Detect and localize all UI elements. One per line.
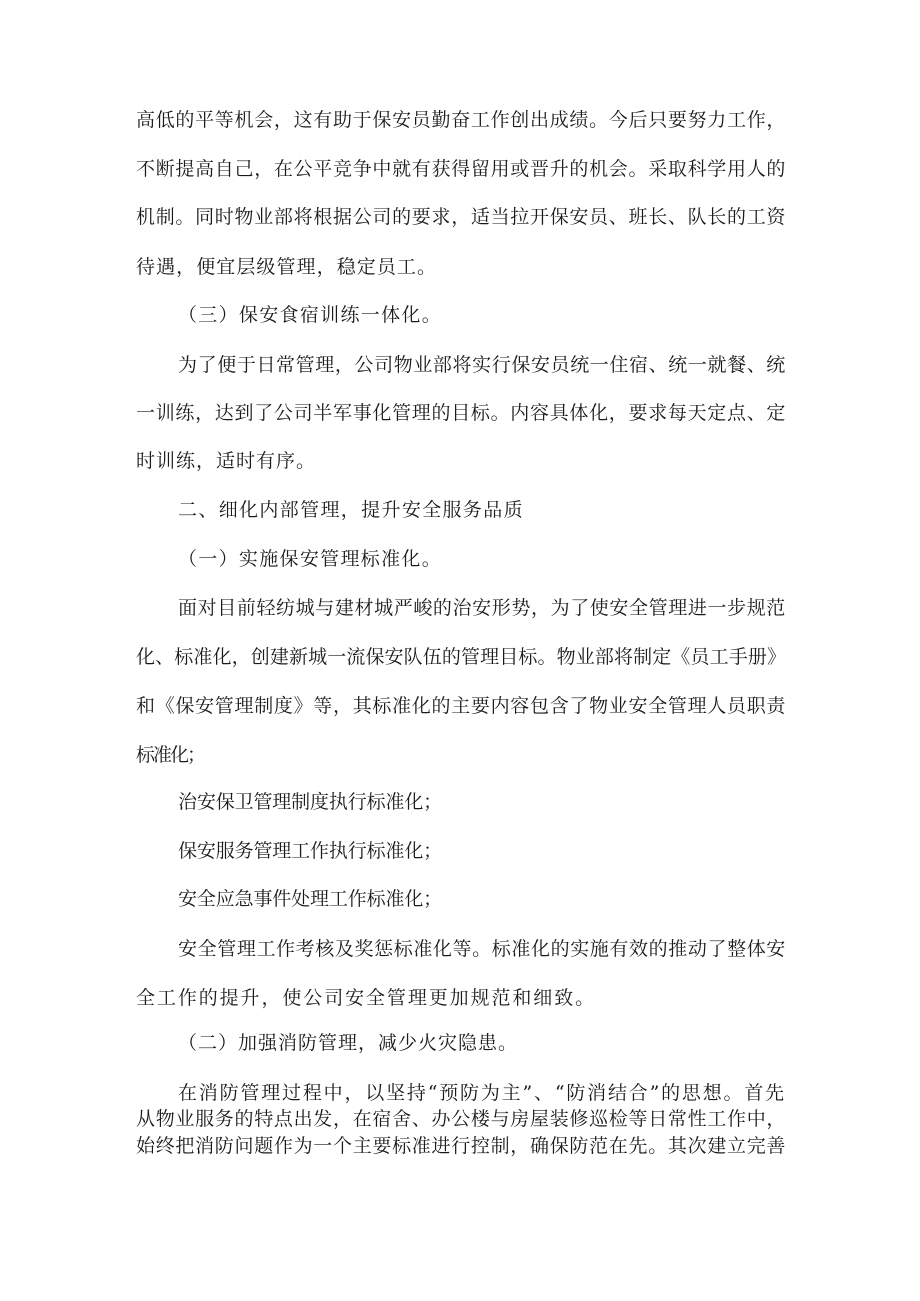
paragraph-line: 标准化； <box>136 744 205 766</box>
list-item: 治安保卫管理制度执行标准化； <box>178 791 443 813</box>
paragraph-line: 和《保安管理制度》等，其标准化的主要内容包含了物业安全管理人员职责 <box>136 695 787 717</box>
section-heading: 二、细化内部管理，提升安全服务品质 <box>178 499 524 521</box>
paragraph-line: 在消防管理过程中，以坚持“预防为主”、“防消结合”的思想。首先 <box>178 1082 786 1104</box>
paragraph-line: 面对目前轻纺城与建材城严峻的治安形势，为了使安全管理进一步规范 <box>178 597 786 619</box>
paragraph-line: 一训练，达到了公司半军事化管理的目标。内容具体化，要求每天定点、定 <box>136 402 787 424</box>
paragraph-line: 机制。同时物业部将根据公司的要求，适当拉开保安员、班长、队长的工资 <box>136 206 787 228</box>
paragraph-line: 为了便于日常管理，公司物业部将实行保安员统一住宿、统一就餐、统 <box>178 354 786 376</box>
paragraph-line: 待遇，便宜层级管理，稳定员工。 <box>136 256 438 278</box>
paragraph-line: 全工作的提升，使公司安全管理更加规范和细致。 <box>136 987 597 1009</box>
section-subheading: （一）实施保安管理标准化。 <box>178 548 443 570</box>
paragraph-line: 安全管理工作考核及奖惩标准化等。标准化的实施有效的推动了整体安 <box>178 938 786 960</box>
paragraph-line: 高低的平等机会，这有助于保安员勤奋工作创出成绩。今后只要努力工作， <box>136 109 787 131</box>
paragraph-line: 始终把消防问题作为一个主要标准进行控制，确保防范在先。其次建立完善 <box>136 1135 787 1157</box>
paragraph-line: 从物业服务的特点出发，在宿舍、办公楼与房屋装修巡检等日常性工作中， <box>136 1108 787 1130</box>
section-subheading: （二）加强消防管理，减少火灾隐患。 <box>178 1032 519 1054</box>
paragraph-line: 时训练，适时有序。 <box>136 450 317 472</box>
list-item: 安全应急事件处理工作标准化； <box>178 888 443 910</box>
paragraph-line: 不断提高自己，在公平竞争中就有获得留用或晋升的机会。采取科学用人的 <box>136 158 787 180</box>
list-item: 保安服务管理工作执行标准化； <box>178 840 443 862</box>
section-subheading: （三）保安食宿训练一体化。 <box>178 304 443 326</box>
paragraph-line: 化、标准化，创建新城一流保安队伍的管理目标。物业部将制定《员工手册》 <box>136 646 787 668</box>
